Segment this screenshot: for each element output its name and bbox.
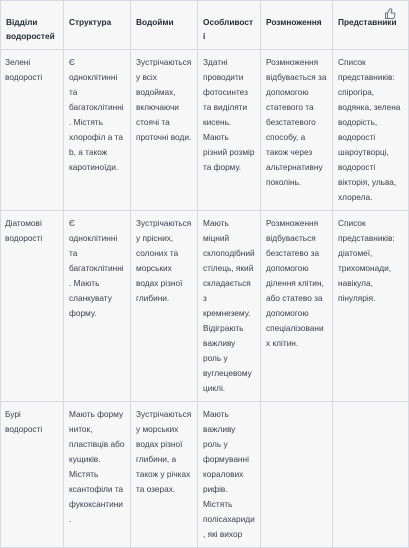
table-cell: Зустрічаються у прісних, солоних та морських водах різної глибини.	[131, 211, 198, 402]
table-cell: Мають міцний склоподібний стілець, який складається з кремнезему. Відіграють важливу роль у вуглецевому циклі.	[198, 211, 261, 402]
table-cell: Список представників: спірогіра, водянка, зелена водорість, водорості шароутворці, водорості вікторія, ульва, хлорела.	[333, 50, 409, 211]
table-cell: Список представників: діатомеї, трихомонади, навікула, пінулярія.	[333, 211, 409, 402]
table-cell: Є одноклітинні та багатоклітинні. Містять хлорофіл a та b, а також каротиноїди.	[64, 50, 131, 211]
table-cell: Бурі водорості	[1, 402, 64, 548]
header-divisions: Відділи водоростей	[1, 1, 64, 50]
table-cell: Зустрічаються у морських водах різної глибини, а також у річках та озерах.	[131, 402, 198, 548]
table-cell: Розмноження відбувається за допомогою статевого та безстатевого способу, а також через альтернативну поколінь.	[261, 50, 333, 211]
table-cell: Здатні проводити фотосинтез та виділяти кисень. Мають різний розмір та форму.	[198, 50, 261, 211]
header-water-bodies: Водойми	[131, 1, 198, 50]
table-row	[1, 402, 409, 548]
header-reproduction: Розмноження	[261, 1, 333, 50]
header-structure: Структура	[64, 1, 131, 50]
table-cell	[333, 402, 409, 548]
table-cell: Зелені водорості	[1, 50, 64, 211]
table-cell: Зустрічаються у всіх водоймах, включаючи стоячі та проточні води.	[131, 50, 198, 211]
table-cell: Мають форму ниток, пластівців або кущиків. Містять ксантофіли та фукоксантини.	[64, 402, 131, 548]
header-representatives: Представники	[333, 1, 409, 50]
table-cell: Діатомові водорості	[1, 211, 64, 402]
table-row	[1, 211, 409, 402]
table-header-row	[1, 1, 409, 50]
table-cell: Розмноження відбувається безстатево за допомогою ділення клітин, або статево за допомогою спеціалізованих клітин.	[261, 211, 333, 402]
table-cell: Мають важливу роль у формуванні коралових рифів. Містять полісахариди, які вихор	[198, 402, 261, 548]
header-features: Особливості	[198, 1, 261, 50]
table-cell: Є одноклітинні та багатоклітинні. Мають сланкувату форму.	[64, 211, 131, 402]
table-cell	[261, 402, 333, 548]
table-row	[1, 50, 409, 211]
thumbs-up-icon[interactable]	[384, 7, 396, 19]
